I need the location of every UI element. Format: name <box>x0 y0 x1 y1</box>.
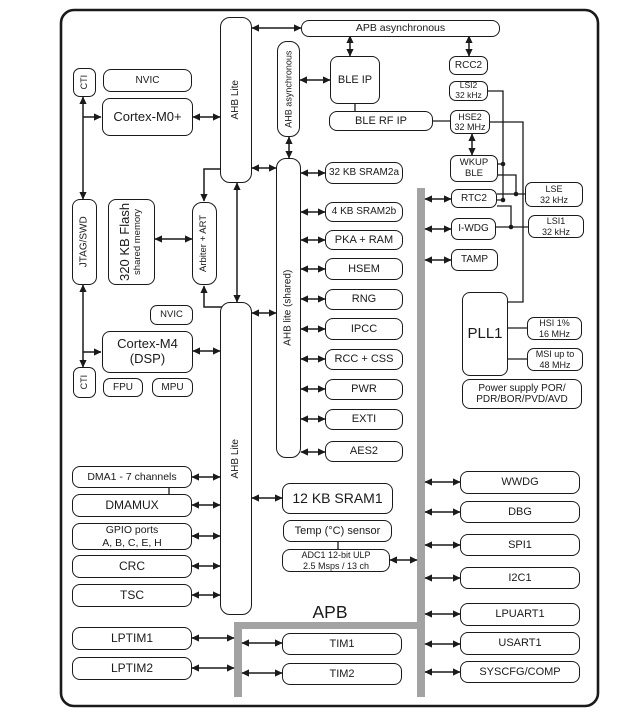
block-lpuart1: LPUART1 <box>460 603 580 626</box>
block-crc: CRC <box>72 555 192 578</box>
block-rtc2: RTC2 <box>451 189 497 208</box>
block-ipcc: IPCC <box>325 318 403 340</box>
block-fpu: FPU <box>103 378 143 397</box>
block-mpu: MPU <box>152 378 193 397</box>
block-flash: 320 KB Flash shared memory <box>108 199 155 285</box>
bus-arbiter-art: Arbiter + ART <box>192 202 217 285</box>
block-pll1: PLL1 <box>462 292 508 376</box>
block-dbg: DBG <box>460 501 580 523</box>
block-pka-ram: PKA + RAM <box>325 230 403 250</box>
block-ble-ip: BLE IP <box>330 56 380 104</box>
block-iwdg: I-WDG <box>451 218 496 240</box>
block-sram2b: 4 KB SRAM2b <box>325 202 403 222</box>
block-tsc: TSC <box>72 584 192 607</box>
bus-apb-asynchronous: APB asynchronous <box>301 20 500 37</box>
block-adc1: ADC1 12-bit ULP 2.5 Msps / 13 ch <box>282 549 390 572</box>
block-hsem: HSEM <box>325 258 403 280</box>
block-lsi1: LSI1 32 kHz <box>528 215 584 238</box>
block-cortex-m0: Cortex-M0+ <box>102 98 193 136</box>
bus-apb-label: APB <box>312 601 348 622</box>
block-msi: MSI up to 48 MHz <box>527 348 583 371</box>
block-wkup-ble: WKUP BLE <box>450 155 498 182</box>
block-rng: RNG <box>325 289 403 310</box>
block-wwdg: WWDG <box>460 471 580 494</box>
block-hsi: HSI 1% 16 MHz <box>527 317 582 340</box>
block-aes2: AES2 <box>325 441 403 462</box>
bus-ahb-lite-shared: AHB lite (shared) <box>276 158 301 458</box>
block-tim2: TIM2 <box>282 663 402 685</box>
block-cti-cpu1: CTI <box>73 68 96 97</box>
block-ble-rf-ip: BLE RF IP <box>329 111 433 131</box>
bus-ahb-lite-cpu1: AHB Lite <box>220 17 252 183</box>
block-sram2a: 32 KB SRAM2a <box>325 162 403 184</box>
block-nvic-cpu1: NVIC <box>103 69 192 92</box>
bus-ahb-asynchronous: AHB asynchronous <box>277 41 300 137</box>
block-tamp: TAMP <box>451 249 498 271</box>
block-lptim1: LPTIM1 <box>72 627 192 650</box>
block-i2c1: I2C1 <box>460 567 580 589</box>
block-gpio: GPIO ports A, B, C, E, H <box>72 523 192 550</box>
block-cti-cpu2: CTI <box>73 367 96 398</box>
block-temp-sensor: Temp (°C) sensor <box>283 520 392 542</box>
block-rcc2: RCC2 <box>449 56 488 75</box>
block-nvic-cpu2: NVIC <box>150 305 193 325</box>
block-jtag-swd: JTAG/SWD <box>72 199 97 285</box>
block-lse: LSE 32 kHz <box>525 182 583 207</box>
block-cortex-m4: Cortex-M4 (DSP) <box>102 331 193 373</box>
block-power-supply: Power supply POR/ PDR/BOR/PVD/AVD <box>462 379 582 409</box>
block-tim1: TIM1 <box>282 633 402 655</box>
block-rcc-css: RCC + CSS <box>325 349 403 370</box>
block-exti: EXTI <box>325 409 403 430</box>
block-dma1: DMA1 - 7 channels <box>72 466 192 488</box>
block-sram1: 12 KB SRAM1 <box>282 483 393 514</box>
block-pwr: PWR <box>325 379 403 400</box>
block-syscfg-comp: SYSCFG/COMP <box>460 661 580 683</box>
block-usart1: USART1 <box>460 632 580 655</box>
block-dmamux: DMAMUX <box>72 494 192 517</box>
block-lptim2: LPTIM2 <box>72 657 192 680</box>
bus-ahb-lite-cpu2: AHB Lite <box>220 302 252 615</box>
block-spi1: SPI1 <box>460 534 580 556</box>
block-hse2: HSE2 32 MHz <box>450 110 490 134</box>
block-lsi2: LSI2 32 kHz <box>449 81 488 101</box>
